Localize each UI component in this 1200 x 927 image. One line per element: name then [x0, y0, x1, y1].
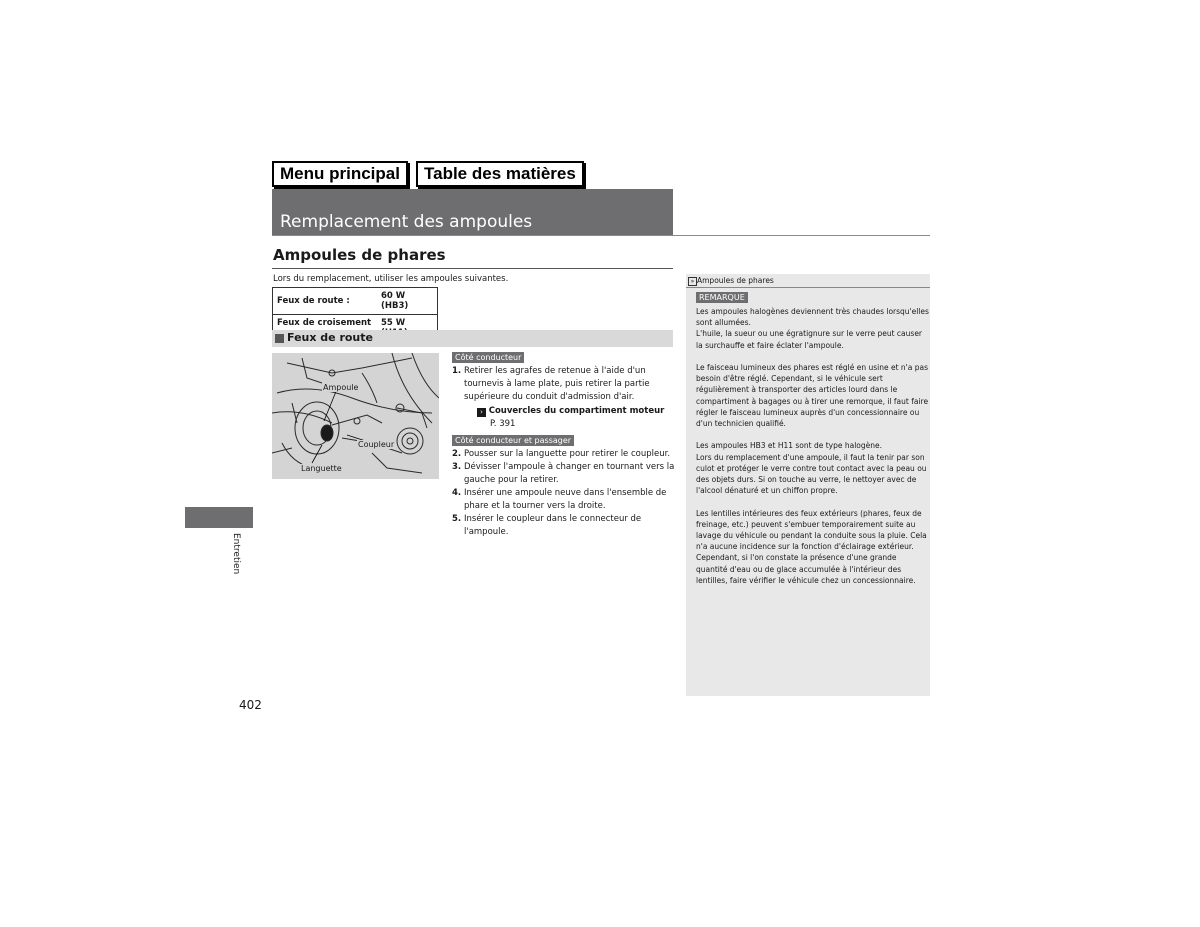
side-text-line: lentilles, faire vérifier le véhicule chez un concessionnaire. [696, 575, 916, 585]
side-text-line: Les lentilles intérieures des feux extérieurs (phares, feux de [696, 508, 922, 518]
table-cell-label: Feux de croisement [273, 315, 378, 342]
page-title: Remplacement des ampoules [280, 212, 533, 232]
side-panel-header [688, 276, 774, 286]
section-divider [272, 268, 673, 269]
main-menu-button[interactable]: Menu principal [272, 161, 408, 187]
notice-badge: REMARQUE [696, 292, 748, 303]
side-text-line: Les ampoules halogènes deviennent très chaudes lorsqu'elles [696, 307, 929, 316]
bulb-label: Ampoule [323, 383, 359, 392]
side-panel-divider [686, 287, 930, 288]
table-of-contents-button[interactable]: Table des matières [416, 161, 584, 187]
tab-label: Languette [301, 464, 342, 473]
step-1 [452, 365, 650, 404]
side-text-line: Lors du remplacement d'une ampoule, il faut la tenir par son [696, 452, 925, 462]
subsection-title: Feux de route [287, 331, 373, 344]
step-text: Retirer les agrafes de retenue à l'aide d'un [464, 366, 646, 376]
page-title-bar [272, 189, 673, 235]
table-cell-value: 60 W (HB3) [377, 288, 438, 315]
arrow-link-icon: › [477, 408, 486, 417]
side-panel-title: Ampoules de phares [697, 276, 774, 285]
square-bullet-icon [275, 334, 284, 343]
step-text: Insérer une ampoule neuve dans l'ensemble de [464, 488, 667, 498]
step-text: gauche pour la retirer. [464, 475, 559, 485]
table-cell-value: 55 W [377, 315, 438, 342]
section-heading: Ampoules de phares [273, 246, 446, 264]
step-number: 1. [452, 366, 462, 376]
step-text: Insérer le coupleur dans le connecteur de [464, 514, 642, 524]
side-text-line: régulièrement à transporter des articles lourd dans le [696, 385, 898, 395]
headlight-illustration [272, 353, 439, 479]
step-number: 3. [452, 462, 462, 472]
double-arrow-icon: » [688, 277, 697, 286]
step-text: phare et la tourner vers la droite. [464, 501, 606, 511]
step-text: tournevis à lame plate, puis retirer la partie [464, 379, 650, 389]
step-number: 4. [452, 488, 462, 498]
step-text: supérieure du conduit d'admission d'air. [464, 392, 635, 402]
engine-bay-drawing [272, 353, 439, 479]
side-text-line: la surchauffe et faire éclater l'ampoule. [696, 340, 844, 350]
both-sides-tag: Côté conducteur et passager [452, 435, 574, 446]
side-text-line: sont allumées. [696, 318, 751, 328]
step-number: 5. [452, 514, 462, 524]
steps-list [452, 448, 674, 539]
side-text-line: Cependant, si l'on constate la présence d'une grande [696, 553, 897, 563]
side-text-line: Les ampoules HB3 et H11 sont de type halogène. [696, 441, 883, 451]
engine-cover-link[interactable]: Couvercles du compartiment moteur [488, 406, 665, 416]
side-text-line: Le faisceau lumineux des phares est réglé en usine et n'a pas [696, 363, 928, 372]
step-text: l'ampoule. [464, 527, 509, 537]
side-text-line: des objets durs. Si on touche au verre, le nettoyer avec de [696, 475, 917, 484]
side-text-line: freinage, etc.) peuvent s'embuer temporairement suite au [696, 519, 916, 529]
step-number: 2. [452, 449, 462, 459]
coupler-label: Coupleur [358, 440, 395, 449]
side-text-line: n'a aucune incidence sur la fonction d'éclairage extérieur. [696, 542, 914, 552]
step-5 [452, 513, 674, 539]
side-text-line: quantité d'eau ou de glace accumulée à l'intérieur des [696, 564, 902, 574]
title-divider [272, 235, 930, 236]
side-text-line: régler le faisceau lumineux auprès d'un concessionnaire ou [696, 407, 920, 417]
step-text: Pousser sur la languette pour retirer le coupleur. [464, 449, 671, 459]
subsection-bar [272, 330, 673, 347]
chapter-tab[interactable] [185, 507, 253, 528]
step-text: Dévisser l'ampoule à changer en tournant vers la [464, 462, 675, 472]
side-text-line: d'un technicien qualifié. [696, 419, 786, 428]
side-notes-panel [686, 274, 930, 696]
driver-side-tag: Côté conducteur [452, 352, 524, 363]
side-text-line: lavage du véhicule ou pendant la conduite sous la pluie. Cela [696, 531, 927, 540]
chapter-label: Entretien [231, 533, 241, 575]
intro-text: Lors du remplacement, utiliser les ampoules suivantes. [273, 274, 509, 284]
table-row [273, 288, 438, 315]
side-text-line: compartiment à bagages ou à tirer une remorque, il faut faire [696, 396, 929, 406]
table-cell-label: Feux de route : [273, 288, 378, 315]
step-4 [452, 487, 674, 513]
step-2 [452, 448, 674, 461]
side-text-line: L'huile, la sueur ou une égratignure sur le verre peut causer [696, 329, 923, 339]
step-3 [452, 461, 674, 487]
side-text-line: l'alcool dénaturé et un chiffon propre. [696, 486, 838, 496]
page-number: 402 [239, 698, 262, 712]
cross-reference [477, 405, 664, 431]
side-text-line: culot et protéger le verre contre tout contact avec la peau ou [696, 463, 927, 473]
side-text-line: besoin d'être réglé. Cependant, si le véhicule sert [696, 374, 883, 384]
page-reference-link[interactable]: P. 391 [490, 419, 516, 429]
